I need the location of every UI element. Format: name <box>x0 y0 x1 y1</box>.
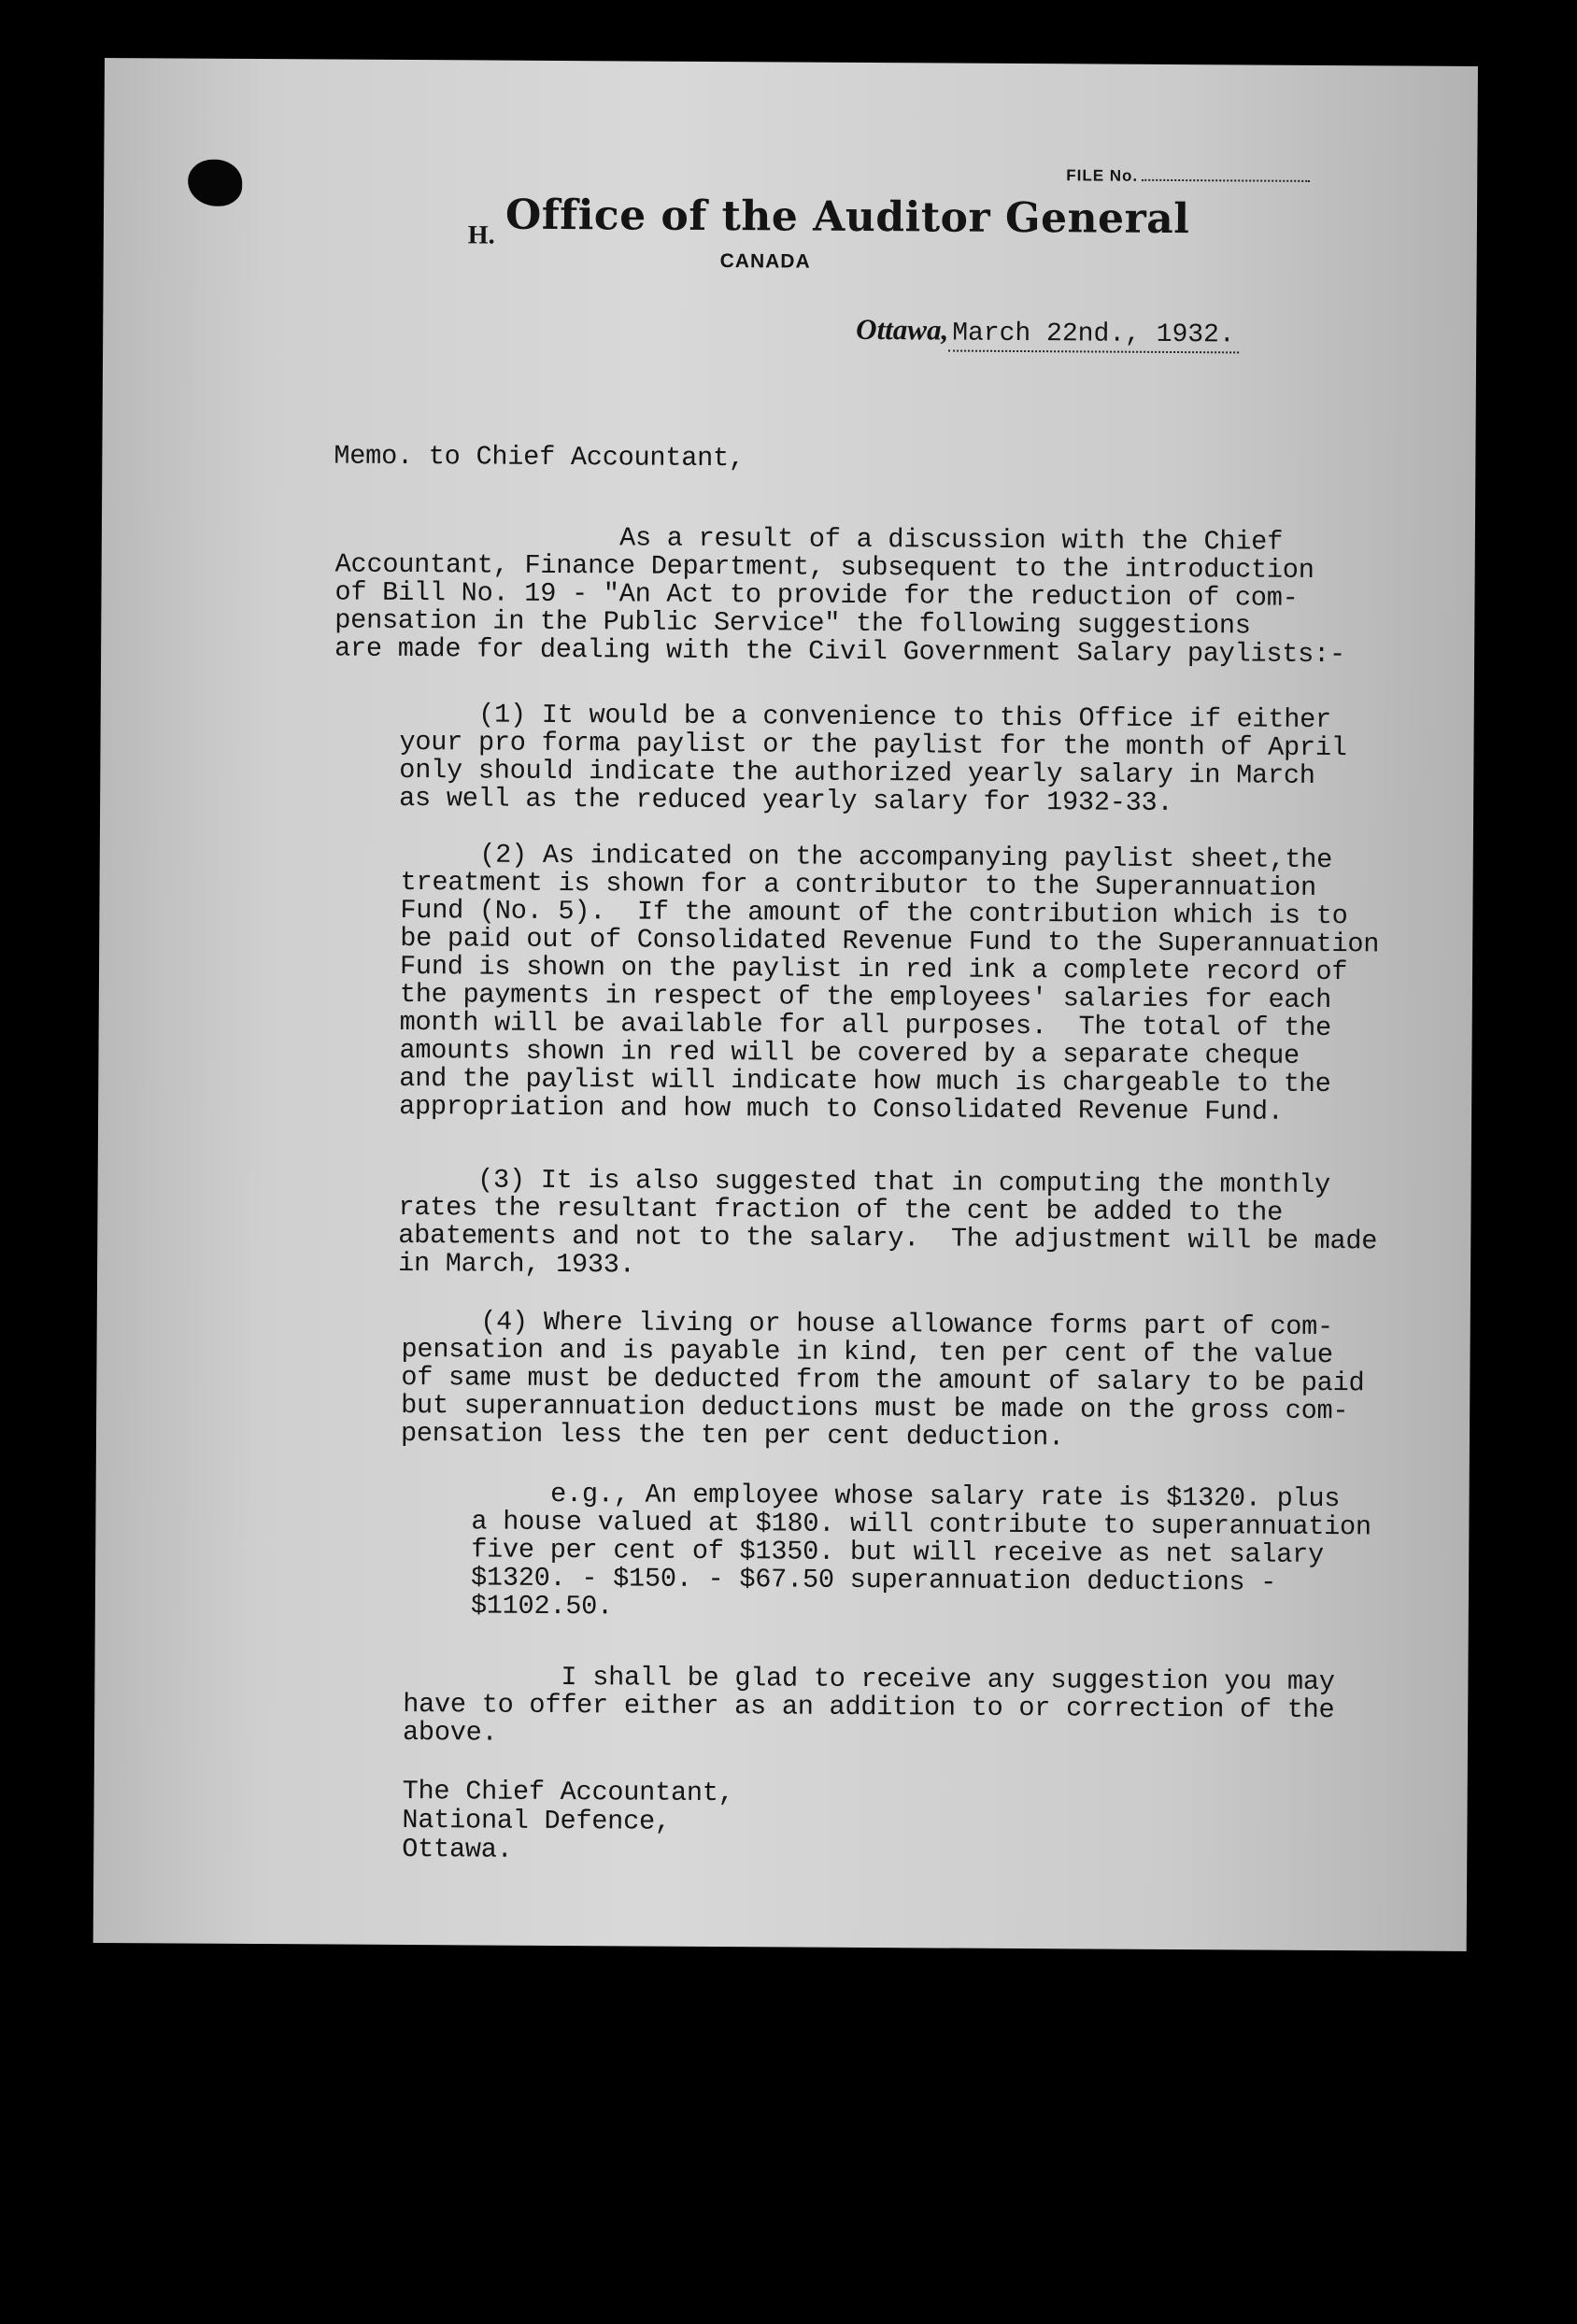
memo-page <box>93 58 1478 1951</box>
dateline <box>856 313 1239 350</box>
memo-item-4: (4) Where living or house allowance forms part of com- pensation and is payable in kind, ten per cent of the value of same must be deducted from the amount of salary to be paid but superannuation deductions must be made on the gross com- pensation less the ten per cent deduction. <box>400 1305 1365 1453</box>
memo-salutation: Memo. to Chief Accountant, <box>334 440 745 475</box>
memo-example: e.g., An employee whose salary rate is $1320. plus a house valued at $180. will contribute to superannuation five per cent of $1350. but will receive as net salary $1320. - $150. - $67.50 superannuation deductions - $1102.50. <box>470 1478 1371 1623</box>
file-number-label: FILE No. <box>1066 166 1139 185</box>
letterhead-prefix: H. <box>467 220 495 250</box>
memo-intro-paragraph: As a result of a discussion with the Chief Accountant, Finance Department, subsequent to the introduction of Bill No. 19 - "An Act to provide for the reduction of com- pensation in the Public Service" the following suggestions are made for dealing with the Civil Government Salary paylists:- <box>334 520 1346 671</box>
memo-item-3: (3) It is also suggested that in computing the monthly rates the resultant fraction of the cent be added to the abatements and not to the salary. The adjustment will be made in March, 1933. <box>398 1163 1378 1281</box>
memo-closing-paragraph: I shall be glad to receive any suggestion you may have to offer either as an addition to or correction of the above. <box>402 1660 1335 1749</box>
letterhead-country: CANADA <box>719 250 811 273</box>
file-number-blank <box>1142 179 1310 182</box>
memo-addressee: The Chief Accountant, National Defence, Ottawa. <box>402 1775 734 1865</box>
ink-blot <box>188 160 242 206</box>
dateline-date: March 22nd., 1932. <box>948 319 1239 354</box>
letterhead-title: Office of the Auditor General <box>504 191 1190 244</box>
memo-item-1: (1) It would be a convenience to this Office if either your pro forma paylist or the paylist for the month of April only should indicate the authorized yearly salary in March as well as the reduced yearly salary for 1932-33. <box>399 698 1347 818</box>
file-number-field <box>1066 166 1310 187</box>
memo-item-2: (2) As indicated on the accompanying paylist sheet,the treatment is shown for a contributor to the Superannuation Fund (No. 5). If the amount of the contribution which is to be paid out of Consolidated Revenue Fund to the Superannuation Fund is shown on the paylist in red ink a complete record of the payments in respect of the employees' salaries for each month will be available for all purposes. The total of the amounts shown in red will be covered by a separate cheque and the paylist will indicate how much is chargeable to the appropriation and how much to Consolidated Revenue Fund. <box>399 838 1380 1127</box>
dateline-city: Ottawa, <box>856 312 949 347</box>
